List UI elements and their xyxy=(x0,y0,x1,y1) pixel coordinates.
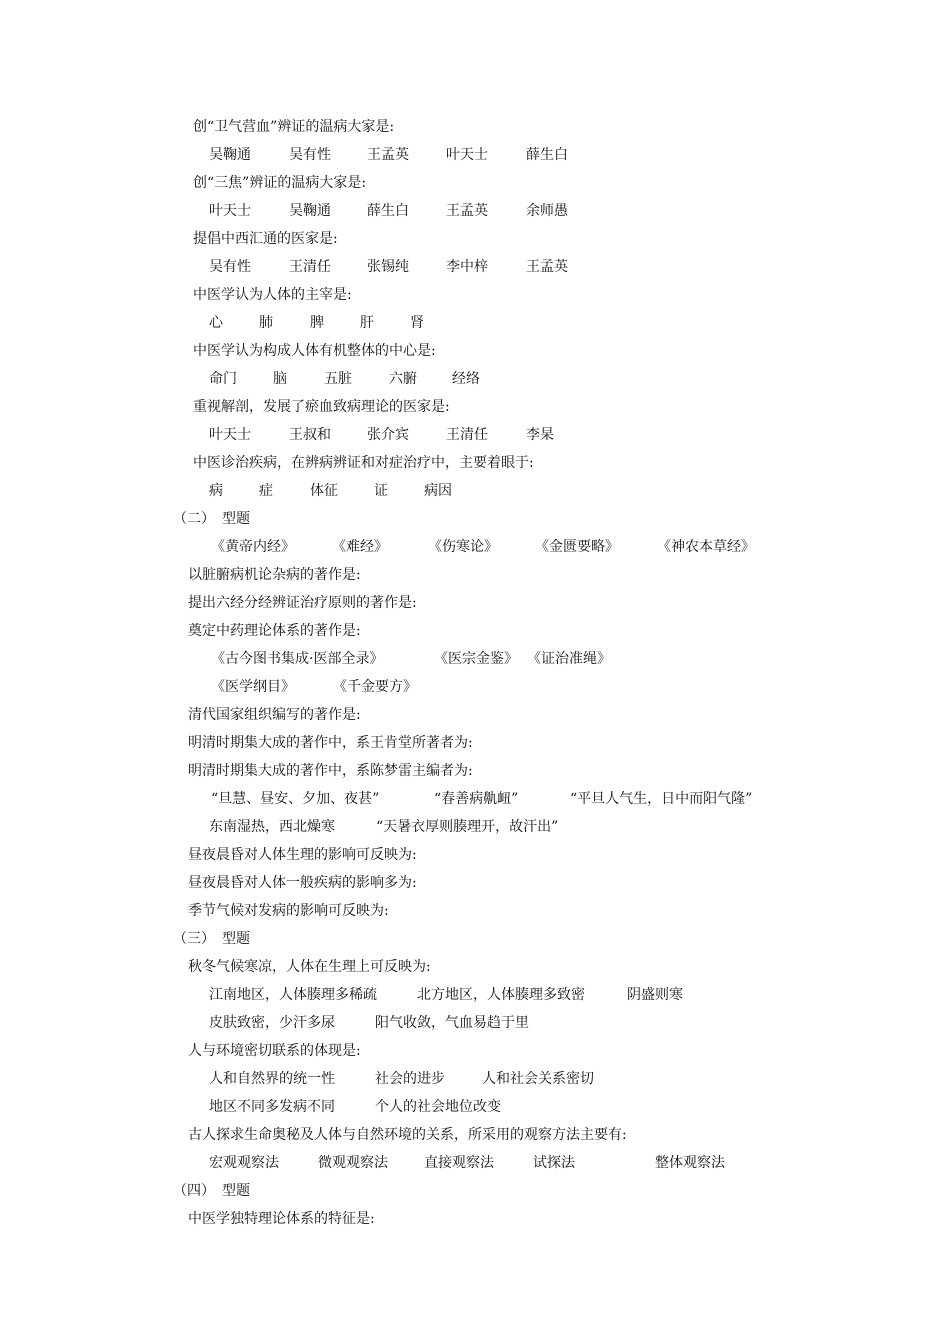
question-text: 创“三焦”辨证的温病大家是: xyxy=(193,175,367,191)
option-text: 《医宗金鉴》 xyxy=(434,651,518,667)
option-text: 命门 xyxy=(209,371,237,387)
option-text: 试探法 xyxy=(533,1155,575,1171)
option-text: 病因 xyxy=(424,483,452,499)
option-text: 李杲 xyxy=(526,427,554,443)
option-text: 社会的进步 xyxy=(375,1071,445,1087)
option-text: 王孟英 xyxy=(526,259,568,275)
option-text: 肾 xyxy=(410,315,424,331)
question-text: 中医学独特理论体系的特征是: xyxy=(188,1211,375,1227)
option-text: “春善病鼽衄” xyxy=(434,791,519,807)
option-text: 证 xyxy=(374,483,388,499)
option-text: 《千金要方》 xyxy=(333,679,417,695)
option-text: 心 xyxy=(209,315,223,331)
option-text: 体征 xyxy=(310,483,338,499)
question-text: 以脏腑病机论杂病的著作是: xyxy=(188,567,361,583)
option-text: 肺 xyxy=(259,315,273,331)
option-text: 东南湿热，西北燥寒 xyxy=(209,819,335,835)
option-text: 王孟英 xyxy=(446,203,488,219)
question-text: 中医学认为构成人体有机整体的中心是: xyxy=(193,343,436,359)
option-text: 宏观观察法 xyxy=(209,1155,279,1171)
option-text: 江南地区，人体腠理多稀疏 xyxy=(209,987,377,1003)
option-text: 病 xyxy=(209,483,223,499)
question-text: 清代国家组织编写的著作是: xyxy=(188,707,361,723)
question-text: 中医诊治疾病，在辨病辨证和对症治疗中，主要着眼于: xyxy=(193,455,534,471)
option-text: 《难经》 xyxy=(332,539,388,555)
question-text: 秋冬气候寒凉，人体在生理上可反映为: xyxy=(188,959,431,975)
question-text: 昼夜晨昏对人体生理的影响可反映为: xyxy=(188,847,417,863)
option-text: 微观观察法 xyxy=(318,1155,388,1171)
option-text: 张介宾 xyxy=(367,427,409,443)
option-text: 王清任 xyxy=(289,259,331,275)
option-text: 叶天士 xyxy=(446,147,488,163)
option-text: 叶天士 xyxy=(209,427,251,443)
question-text: 中医学认为人体的主宰是: xyxy=(193,287,352,303)
question-text: 提出六经分经辨证治疗原则的著作是: xyxy=(188,595,417,611)
option-text: 吴有性 xyxy=(209,259,251,275)
option-text: 王孟英 xyxy=(367,147,409,163)
question-text: 昼夜晨昏对人体一般疾病的影响多为: xyxy=(188,875,417,891)
option-text: 经络 xyxy=(452,371,480,387)
question-text: 明清时期集大成的著作中，系陈梦雷主编者为: xyxy=(188,763,473,779)
option-text: 阴盛则寒 xyxy=(627,987,683,1003)
option-text: 余师愚 xyxy=(526,203,568,219)
option-text: 脾 xyxy=(310,315,324,331)
question-text: 奠定中药理论体系的著作是: xyxy=(188,623,361,639)
option-text: 北方地区，人体腠理多致密 xyxy=(417,987,585,1003)
option-text: “平旦人气生，日中而阳气隆” xyxy=(570,791,753,807)
option-text: 叶天士 xyxy=(209,203,251,219)
option-text: 五脏 xyxy=(324,371,352,387)
option-text: 脑 xyxy=(273,371,287,387)
option-text: 肝 xyxy=(360,315,374,331)
option-text: 李中梓 xyxy=(446,259,488,275)
question-text: 古人探求生命奥秘及人体与自然环境的关系，所采用的观察方法主要有: xyxy=(188,1127,627,1143)
question-text: 创“卫气营血”辨证的温病大家是: xyxy=(193,119,395,135)
option-text: 个人的社会地位改变 xyxy=(375,1099,501,1115)
option-text: 张锡纯 xyxy=(367,259,409,275)
option-text: 地区不同多发病不同 xyxy=(209,1099,335,1115)
option-text: 薛生白 xyxy=(526,147,568,163)
option-text: 吴鞠通 xyxy=(289,203,331,219)
option-text: 王叔和 xyxy=(289,427,331,443)
option-text: 《金匮要略》 xyxy=(535,539,619,555)
section-heading: （二） 型题 xyxy=(173,511,250,527)
option-text: 王清任 xyxy=(446,427,488,443)
option-text: 《神农本草经》 xyxy=(657,539,755,555)
option-text: 人和社会关系密切 xyxy=(482,1071,594,1087)
option-text: 《黄帝内经》 xyxy=(211,539,295,555)
question-text: 季节气候对发病的影响可反映为: xyxy=(188,903,389,919)
option-text: 吴有性 xyxy=(289,147,331,163)
option-text: 吴鞠通 xyxy=(209,147,251,163)
option-text: 《证治准绳》 xyxy=(527,651,611,667)
option-text: 《伤寒论》 xyxy=(428,539,498,555)
question-text: 人与环境密切联系的体现是: xyxy=(188,1043,361,1059)
option-text: 《医学纲目》 xyxy=(211,679,295,695)
option-text: 阳气收敛，气血易趋于里 xyxy=(375,1015,529,1031)
option-text: 薛生白 xyxy=(367,203,409,219)
section-heading: （四） 型题 xyxy=(173,1183,250,1199)
option-text: 直接观察法 xyxy=(424,1155,494,1171)
option-text: 《古今图书集成·医部全录》 xyxy=(211,651,384,667)
option-text: 皮肤致密，少汗多尿 xyxy=(209,1015,335,1031)
question-text: 提倡中西汇通的医家是: xyxy=(193,231,338,247)
option-text: “旦慧、昼安、夕加、夜甚” xyxy=(211,791,380,807)
question-text: 重视解剖，发展了瘀血致病理论的医家是: xyxy=(193,399,450,415)
section-heading: （三） 型题 xyxy=(173,931,250,947)
question-text: 明清时期集大成的著作中，系王肯堂所著者为: xyxy=(188,735,473,751)
option-text: 症 xyxy=(259,483,273,499)
option-text: 六腑 xyxy=(389,371,417,387)
option-text: “天暑衣厚则腠理开，故汗出” xyxy=(376,819,559,835)
option-text: 整体观察法 xyxy=(655,1155,725,1171)
option-text: 人和自然界的统一性 xyxy=(209,1071,335,1087)
